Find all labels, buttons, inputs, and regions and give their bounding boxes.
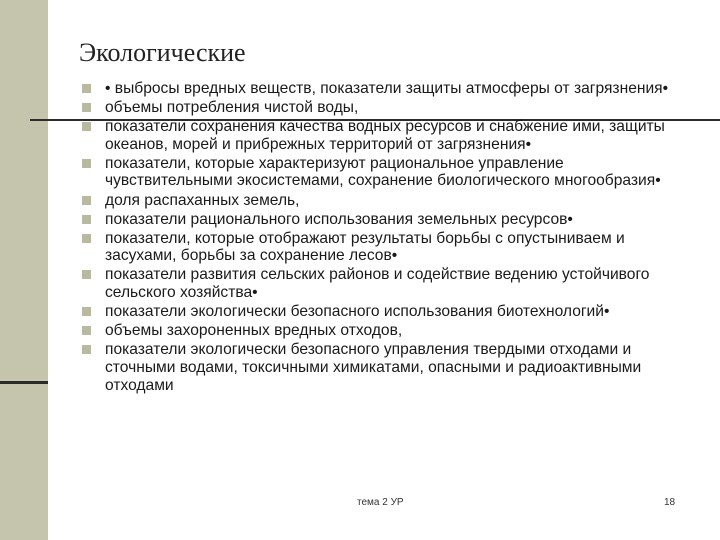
bullet-text: объемы потребления чистой воды,	[105, 99, 359, 117]
square-bullet-icon	[82, 234, 91, 243]
list-item	[82, 192, 682, 210]
bullet-text: показатели, которые характеризуют рациональное управление чувствительными экосистемами, сохранение биологического многообразия•	[105, 154, 661, 190]
list-item	[82, 80, 682, 98]
square-bullet-icon	[82, 196, 91, 205]
slide-title: Экологические	[79, 38, 246, 67]
side-panel	[0, 0, 48, 540]
bullet-text: показатели развития сельских районов и содействие ведению устойчивого сельского хозяйства•	[105, 266, 650, 302]
bullet-text: показатели рационального использования земельных ресурсов•	[105, 210, 573, 228]
bullet-text: • выбросы вредных веществ, показатели защиты атмосферы от загрязнения•	[105, 80, 669, 97]
left-rule	[0, 381, 48, 384]
square-bullet-icon	[82, 159, 91, 168]
list-item	[82, 322, 682, 340]
bullet-text: показатели, которые отображают результаты борьбы с опустыниваем и засухами, борьбы за сохранение лесов•	[105, 229, 625, 265]
list-item	[82, 118, 682, 153]
square-bullet-icon	[82, 345, 91, 354]
bullet-list	[82, 80, 682, 396]
square-bullet-icon	[82, 122, 91, 131]
square-bullet-icon	[82, 307, 91, 316]
square-bullet-icon	[82, 103, 91, 112]
list-item	[82, 230, 682, 265]
footer-text: тема 2 УР	[357, 497, 404, 508]
list-item	[82, 99, 682, 117]
bullet-text: объемы захороненных вредных отходов,	[105, 322, 403, 340]
list-item	[82, 211, 682, 229]
square-bullet-icon	[82, 215, 91, 224]
list-item	[82, 303, 682, 321]
bullet-text: показатели сохранения качества водных ресурсов и снабжение ими, защиты океанов, морей и прибрежных территорий от загрязнения•	[105, 118, 665, 153]
bullet-text: показатели экологически безопасного использования биотехнологий•	[105, 303, 610, 321]
list-item	[82, 266, 682, 301]
page-number: 18	[664, 497, 676, 508]
square-bullet-icon	[82, 326, 91, 335]
square-bullet-icon	[82, 84, 91, 93]
list-item	[82, 155, 682, 190]
square-bullet-icon	[82, 270, 91, 279]
list-item	[82, 341, 682, 394]
bullet-text: доля распаханных земель,	[105, 191, 300, 209]
bullet-text: показатели экологически безопасного управления твердыми отходами и сточными водами, токсичными химикатами, опасными и радиоактивными отходами	[105, 341, 642, 394]
